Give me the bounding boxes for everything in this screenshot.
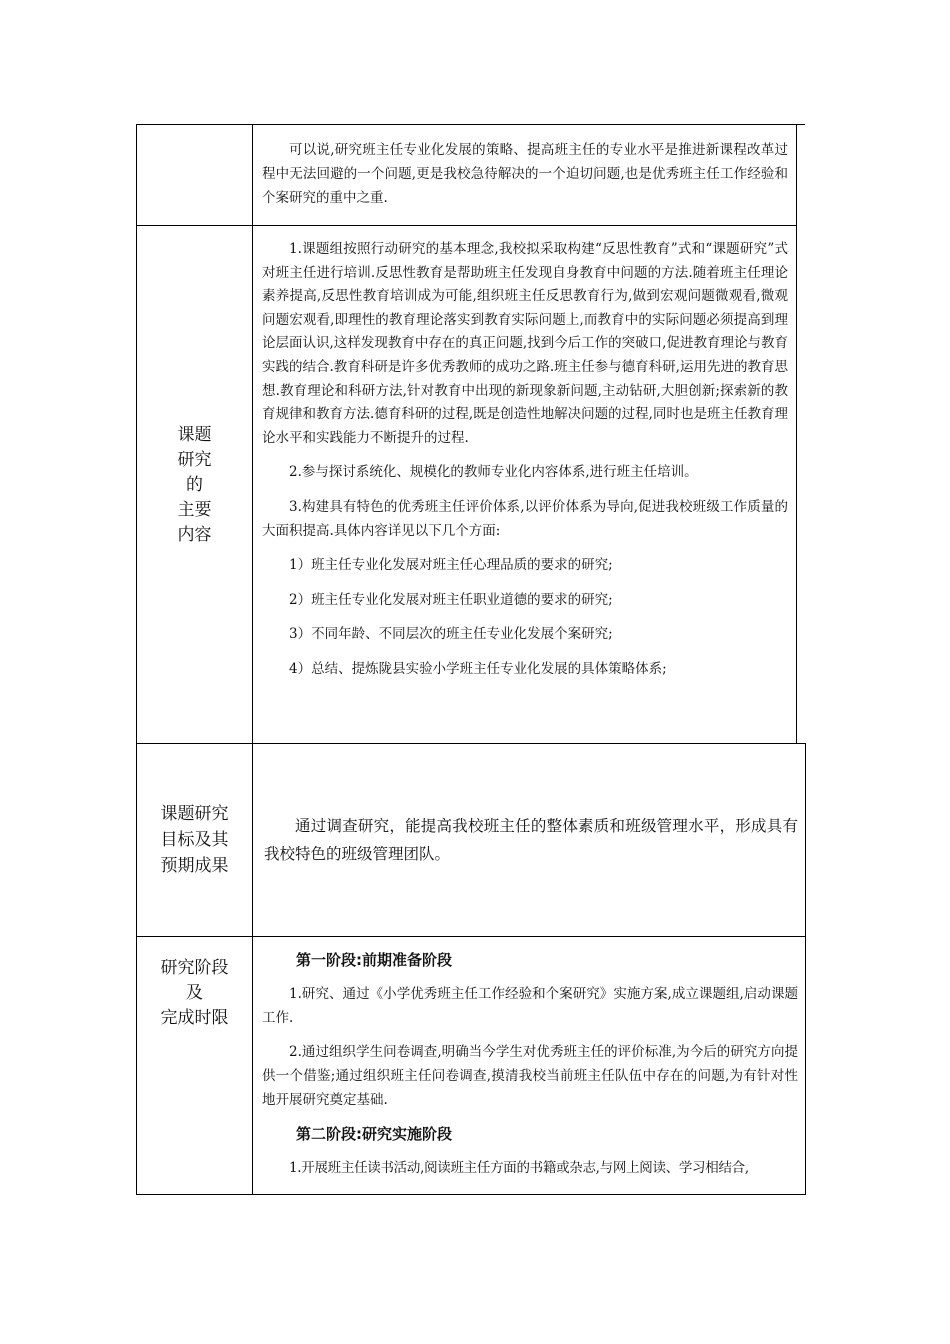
stage1-heading: 第一阶段:前期准备阶段 (296, 951, 452, 969)
row3-label (137, 801, 252, 879)
stage1-paragraph: 1.研究、通过《小学优秀班主任工作经验和个案研究》实施方案,成立课题组,启动课题工作. (262, 986, 798, 1026)
row4-label-line: 研究阶段 (160, 958, 229, 978)
row3-label-line: 课题研究 (160, 804, 229, 824)
row4-label-line: 及 (186, 983, 203, 1003)
row3-text (264, 812, 798, 868)
table-line (136, 124, 805, 125)
row2-label-line: 研究 (177, 450, 212, 470)
row2-label-line: 内容 (177, 525, 212, 545)
row4-label (137, 956, 252, 1031)
row4-text (262, 948, 798, 1180)
row2-list-item: 1）班主任专业化发展对班主任心理品质的要求的研究; (289, 557, 613, 574)
table-line (796, 124, 797, 744)
row2-label-line: 的 (186, 475, 203, 495)
stage1-paragraph: 2.通过组织学生问卷调查,明确当今学生对优秀班主任的评价标准,为今后的研究方向提供一个借鉴;通过组织班主任问卷调查,摸清我校当前班主任队伍中存在的问题,为有针对性地开展研究奠定基础. (262, 1044, 798, 1108)
row2-list-item: 4）总结、提炼陇县实验小学班主任专业化发展的具体策略体系; (289, 660, 667, 677)
row2-label-line: 课题 (177, 425, 212, 445)
row3-paragraph: 通过调查研究，能提高我校班主任的整体素质和班级管理水平，形成具有我校特色的班级管理团队。 (264, 817, 798, 863)
row4-label-line: 完成时限 (160, 1008, 229, 1028)
stage2-paragraph: 1.开展班主任读书活动,阅读班主任方面的书籍或杂志,与网上阅读、学习相结合, (289, 1160, 749, 1176)
table-line (136, 124, 137, 1195)
row2-label-line: 主要 (177, 500, 212, 520)
row2-paragraph: 1.课题组按照行动研究的基本理念,我校拟采取构建“反思性教育”式和“课题研究”式对班主任进行培训.反思性教育是帮助班主任发现自身教育中问题的方法.随着班主任理论素养提高,反思性教育培训成为可能,组织班主任反思教育行为,做到宏观问题微观看,微观问题宏观看,即理性的教育理论落实到教育实际问题上,而教育中的实际问题必须提高到理论层面认识,这样发现教育中存在的真正问题,找到今后工作的突破口,促进教育理论与教育实践的结合.教育科研是许多优秀教师的成功之路.班主任参与德育科研,运用先进的教育思想.教育理论和科研方法,针对教育中出现的新现象新问题,主动钻研,大胆创新;探索新的教育规律和教育方法.德育科研的过程,既是创造性地解决问题的过程,同时也是班主任教育理论水平和实践能力不断提升的过程. (262, 241, 788, 446)
row2-paragraph: 3.构建具有特色的优秀班主任评价体系,以评价体系为导向,促进我校班级工作质量的大面积提高.具体内容详见以下几个方面: (262, 498, 788, 539)
row2-list-item: 3）不同年龄、不同层次的班主任专业化发展个案研究; (289, 626, 613, 643)
stage2-heading: 第二阶段:研究实施阶段 (296, 1125, 452, 1143)
table-line (252, 124, 253, 1195)
row1-text (262, 138, 788, 210)
table-line (805, 743, 806, 1195)
row2-label (137, 423, 252, 548)
table-line (136, 936, 806, 937)
row2-paragraph: 2.参与探讨系统化、规模化的教师专业化内容体系,进行班主任培训。 (289, 464, 698, 481)
row2-text (262, 238, 788, 682)
table-line (136, 743, 806, 744)
row1-paragraph: 可以说,研究班主任专业化发展的策略、提高班主任的专业水平是推进新课程改革过程中无法回避的一个问题,更是我校急待解决的一个迫切问题,也是优秀班主任工作经验和个案研究的重中之重. (262, 142, 788, 206)
table-line (136, 1194, 806, 1195)
row3-label-line: 预期成果 (160, 856, 229, 876)
table-line (136, 225, 797, 226)
row2-list-item: 2）班主任专业化发展对班主任职业道德的要求的研究; (289, 591, 613, 608)
row3-label-line: 目标及其 (160, 830, 229, 850)
